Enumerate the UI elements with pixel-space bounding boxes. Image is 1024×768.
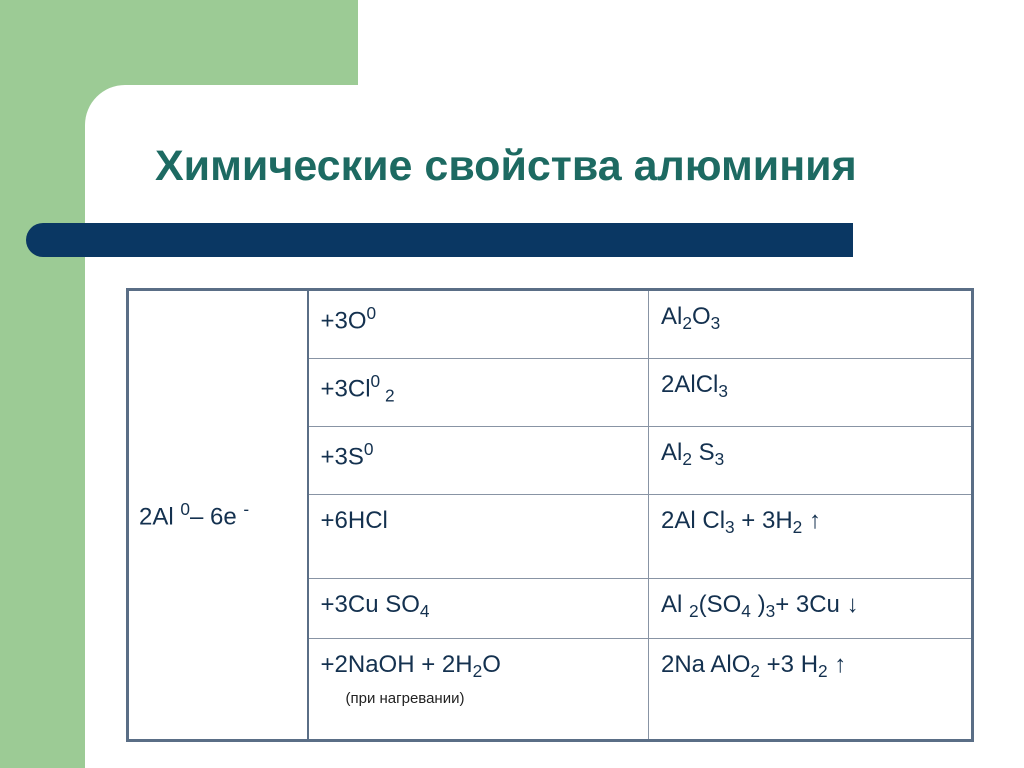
reagent-cell: $+3Cl^0$ $_2$	[308, 359, 649, 427]
product-cell: $Al_2$ $S_3$	[649, 427, 973, 495]
reagent-cell: +2NaOH + $2H_2O$ (при нагревании)	[308, 639, 649, 741]
heating-note: (при нагревании)	[345, 689, 465, 707]
reagent-cell: $+3S^0$	[308, 427, 649, 495]
oxidation-state: 0	[180, 498, 190, 519]
reagent-cell: $+3O^0$	[308, 290, 649, 359]
product-cell: $Al_2O_3$	[649, 290, 973, 359]
gas-arrow: ↑	[802, 507, 821, 534]
reagent-cell: +3Cu $SO_4$	[308, 579, 649, 639]
table-row	[128, 290, 973, 359]
product-cell: 2AlCl$_3$	[649, 359, 973, 427]
electron-text: – 6e	[189, 503, 244, 531]
product-cell: 2Al $Cl_3 + 3H_2$ ↑	[649, 495, 973, 579]
precipitate-arrow: + 3Cu ↓	[775, 591, 859, 618]
reagent-cell: +6HCl	[308, 495, 649, 579]
reactions-table	[126, 288, 974, 742]
title-underline-bar	[26, 223, 853, 257]
reactant-cell	[128, 290, 308, 741]
electron-charge: -	[243, 498, 250, 519]
product-cell: 2Na AlO$_2$ +3 $H_2$ ↑	[649, 639, 973, 741]
slide-title: Химические свойства алюминия	[155, 142, 857, 190]
reactant-text: 2Al	[139, 503, 181, 531]
product-cell: Al $_2(SO_4$ )$_3+ 3Cu$ ↓	[649, 579, 973, 639]
gas-arrow: ↑	[827, 651, 847, 678]
